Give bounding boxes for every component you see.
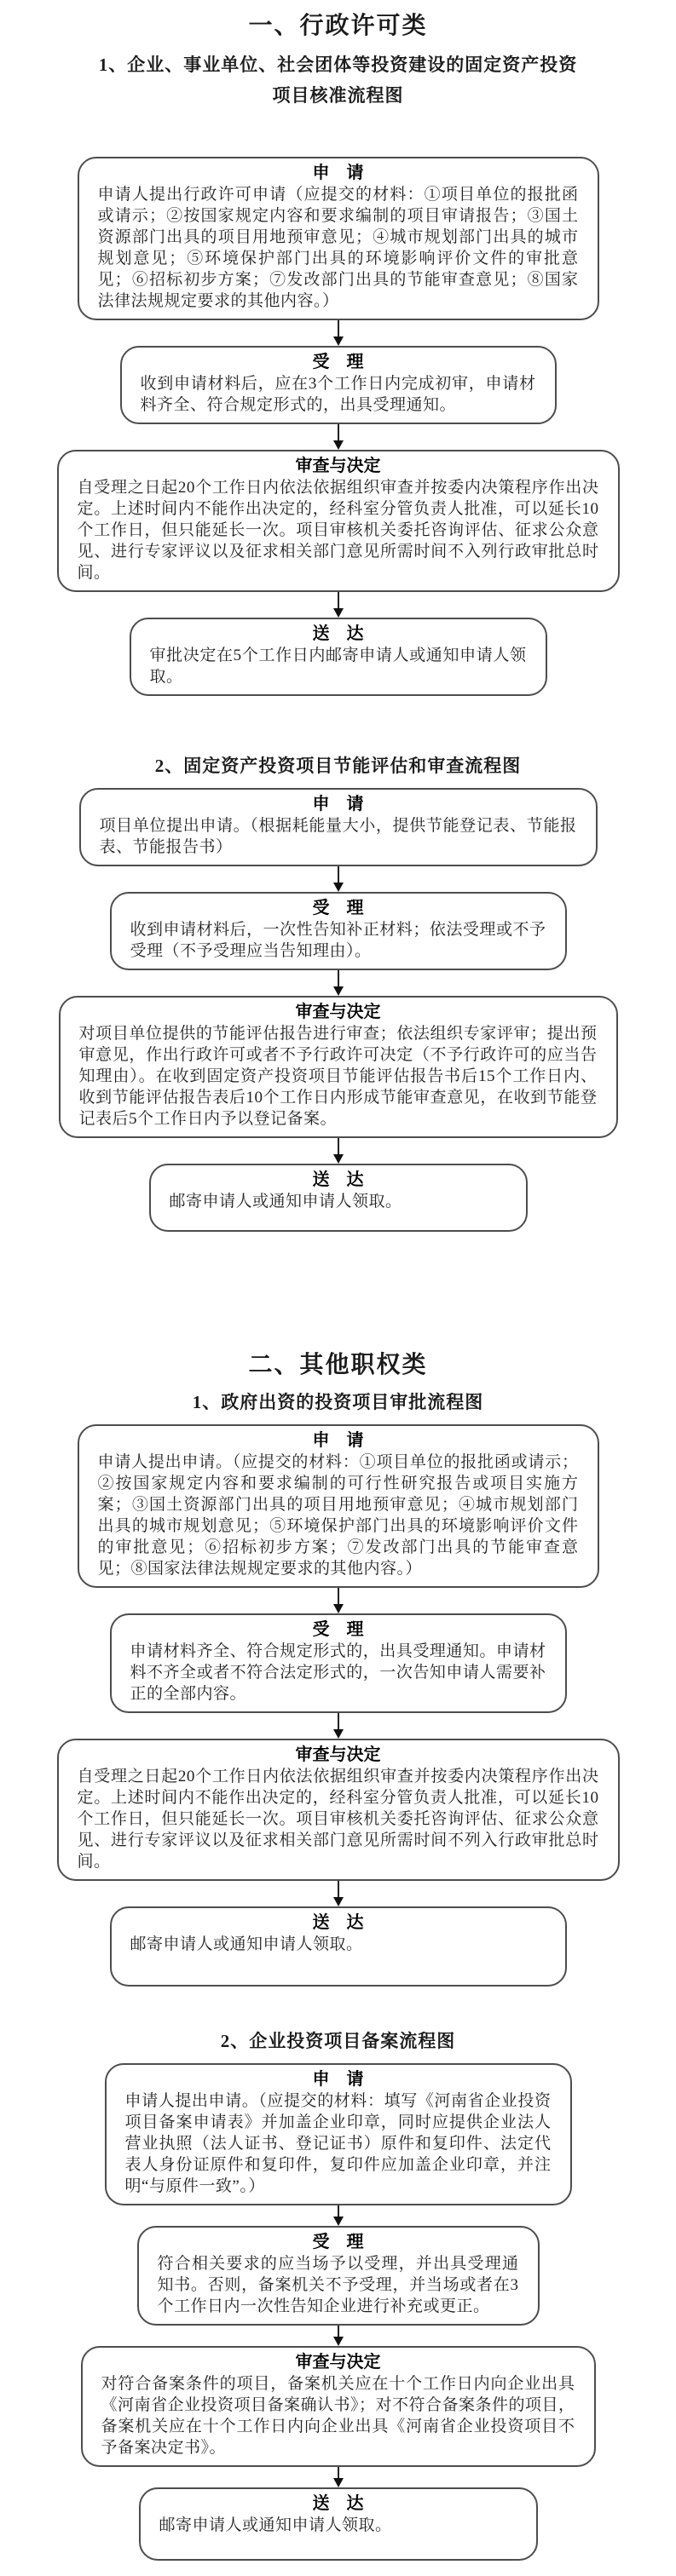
flowchart-1 — [0, 157, 676, 696]
arrow-head — [333, 440, 344, 450]
arrow-head — [333, 1729, 344, 1739]
arrow-head — [333, 2217, 344, 2226]
flow3-review-box — [57, 1739, 620, 1881]
arrow-down-icon — [333, 1881, 344, 1906]
arrow-line — [338, 866, 339, 883]
arrow-head — [333, 2337, 344, 2346]
flow3-accept-box — [110, 1613, 567, 1713]
flow2-deliver-body: 邮寄申请人或通知申请人领取。 — [169, 1193, 402, 1210]
section-2-heading: 二、其他职权类 — [248, 1352, 428, 1378]
arrow-head — [333, 986, 344, 996]
arrow-head — [333, 1604, 344, 1613]
flow4-accept-body: 符合相关要求的应当场予以受理，并出具受理通知书。否则，备案机关不予受理，并当场或者在3个工作日内一次性告知企业进行补充或更正。 — [157, 2255, 519, 2315]
arrow-head — [333, 608, 344, 618]
arrow-line — [338, 1713, 339, 1729]
arrow-line — [338, 1588, 339, 1604]
arrow-down-icon — [333, 866, 344, 892]
flowchart-3 — [0, 1424, 676, 1987]
flow1-apply-box — [78, 157, 599, 320]
flow1-review-box — [57, 450, 620, 592]
flow2-apply-box — [79, 788, 598, 866]
arrow-down-icon — [333, 592, 344, 618]
flow2-accept-title: 受 理 — [312, 899, 364, 917]
flow1-review-body: 自受理之日起20个工作日内依法依据组织审查并按委内决策程序作出决定。上述时间内不能作出决定的，经科室分管负责人批准，可以延长10个工作日，但只能延长一次。项目审核机关委托咨询评估、征求公众意见、进行专家评议以及征求相关部门意见所需时间不入列行政审批总时间。 — [77, 479, 599, 582]
flow2-accept-box — [110, 892, 567, 970]
arrow-line — [338, 592, 339, 608]
flow3-deliver-box — [110, 1906, 567, 1987]
flow4-review-box — [81, 2346, 596, 2467]
section-1-heading: 一、行政许可类 — [248, 13, 428, 39]
flowchart-4 — [0, 2063, 676, 2561]
flow3-deliver-body: 邮寄申请人或通知申请人领取。 — [130, 1935, 363, 1953]
arrow-down-icon — [333, 2467, 344, 2487]
flow4-accept-box — [137, 2226, 540, 2326]
flow4-apply-box — [105, 2063, 572, 2205]
flow2-deliver-title: 送 达 — [312, 1170, 364, 1189]
flow1-deliver-body: 审批决定在5个工作日内邮寄申请人或通知申请人领取。 — [149, 647, 527, 686]
flowchart-2 — [0, 788, 676, 1232]
arrow-down-icon — [333, 1138, 344, 1164]
arrow-down-icon — [333, 2326, 344, 2346]
arrow-head — [333, 883, 344, 892]
arrow-line — [338, 970, 339, 986]
flow3-accept-title: 受 理 — [312, 1620, 364, 1639]
arrow-line — [338, 1881, 339, 1897]
arrow-head — [333, 336, 344, 346]
flow1-deliver-title: 送 达 — [312, 624, 364, 643]
arrow-line — [338, 1138, 339, 1154]
chart-3-subtitle: 1、政府出资的投资项目审批流程图 — [192, 1392, 484, 1412]
arrow-line — [338, 2326, 339, 2337]
flow4-deliver-box — [139, 2487, 538, 2561]
arrow-head — [333, 1154, 344, 1164]
arrow-head — [333, 1897, 344, 1906]
arrow-down-icon — [333, 1713, 344, 1739]
flow1-apply-title: 申 请 — [312, 164, 364, 182]
arrow-down-icon — [333, 424, 344, 450]
flow4-deliver-title: 送 达 — [312, 2494, 364, 2513]
flow1-accept-body: 收到申请材料后，应在3个工作日内完成初审，申请材料齐全、符合规定形式的，出具受理通知。 — [140, 375, 536, 414]
flow3-deliver-title: 送 达 — [312, 1913, 364, 1932]
arrow-line — [338, 320, 339, 336]
flow1-accept-box — [120, 346, 557, 424]
flow4-apply-title: 申 请 — [312, 2070, 364, 2089]
arrow-down-icon — [333, 320, 344, 346]
flow2-deliver-box — [149, 1164, 528, 1232]
flow3-apply-box — [78, 1424, 599, 1588]
arrow-line — [338, 424, 339, 440]
flow3-apply-body: 申请人提出申请。（应提交的材料：①项目单位的报批函或请示；②按国家规定内容和要求编制的可行性研究报告或项目实施方案；③国土资源部门出具的项目用地预审意见；④城市规划部门出具的城市规划意见；⑤环境保护部门出具的环境影响评价文件的审批意见；⑥招标初步方案；⑦发改部门出具的节能审查意见；⑧国家法律法规规定要求的其他内容。） — [97, 1453, 579, 1578]
flow4-review-title: 审查与决定 — [295, 2353, 381, 2372]
arrow-down-icon — [333, 2205, 344, 2226]
flow3-accept-body: 申请材料齐全、符合规定形式的，出具受理通知。申请材料不齐全或者不符合法定形式的，一次告知申请人需要补正的全部内容。 — [130, 1642, 546, 1703]
flow2-apply-title: 申 请 — [312, 795, 364, 814]
flow2-accept-body: 收到申请材料后，一次性告知补正材料；依法受理或不予受理（不予受理应当告知理由）。 — [130, 921, 546, 960]
chart-1-subtitle-line1: 1、企业、事业单位、社会团体等投资建设的固定资产投资 — [98, 55, 578, 75]
arrow-down-icon — [333, 970, 344, 996]
arrow-head — [333, 2478, 344, 2487]
chart-4-subtitle: 2、企业投资项目备案流程图 — [220, 2031, 456, 2051]
arrow-line — [338, 2467, 339, 2478]
flow1-apply-body: 申请人提出行政许可申请（应提交的材料：①项目单位的报批函或请示；②按国家规定内容和要求编制的项目审请报告；③国土资源部门出具的项目用地预审意见；④城市规划部门出具的城市规划意见；⑤环境保护部门出具的环境影响评价文件的审批意见；⑥招标初步方案；⑦发改部门出具的节能审查意见；⑧国家法律法规规定要求的其他内容。） — [97, 186, 579, 310]
arrow-down-icon — [333, 1588, 344, 1613]
flow2-apply-body: 项目单位提出申请。（根据耗能量大小，提供节能登记表、节能报表、节能报告书） — [99, 817, 577, 856]
arrow-line — [338, 2205, 339, 2217]
chart-2-subtitle: 2、固定资产投资项目节能评估和审查流程图 — [154, 756, 522, 776]
flow4-review-body: 对符合备案条件的项目，备案机关应在十个工作日内向企业出具《河南省企业投资项目备案确认书》；对不符合备案条件的项目，备案机关应在十个工作日内向企业出具《河南省企业投资项目不予备案决定书》。 — [101, 2375, 575, 2457]
flow4-apply-body: 申请人提出申请。（应提交的材料：填写《河南省企业投资项目备案申请表》并加盖企业印章，同时应提供企业法人营业执照（法人证书、登记证书）原件和复印件、法定代表人身份证原件和复印件，复印件应加盖企业印章，并注明“与原件一致”。） — [124, 2092, 552, 2195]
flow1-deliver-box — [130, 618, 547, 696]
chart-1-subtitle-line2: 项目核准流程图 — [272, 85, 404, 106]
flow1-review-title: 审查与决定 — [295, 457, 381, 475]
flow2-review-body: 对项目单位提供的节能评估报告进行审查；依法组织专家评审；提出预审意见，作出行政许可或者不予行政许可决定（不予行政许可的应当告知理由）。在收到固定资产投资项目节能评估报告书后15个工作日内、收到节能评估报告表后10个工作日内形成节能审查意见，在收到节能登记表后5个工作日内予以登记备案。 — [78, 1025, 598, 1128]
flow2-review-box — [59, 996, 618, 1138]
flow3-review-title: 审查与决定 — [295, 1745, 381, 1764]
flow3-apply-title: 申 请 — [312, 1431, 364, 1450]
flow1-accept-title: 受 理 — [312, 353, 364, 371]
flow2-review-title: 审查与决定 — [295, 1003, 381, 1021]
flow4-accept-title: 受 理 — [312, 2233, 364, 2251]
flow3-review-body: 自受理之日起20个工作日内依法依据组织审查并按委内决策程序作出决定。上述时间内不能作出决定的，经科室分管负责人批准，可以延长10个工作日，但只能延长一次。项目审核机关委托咨询评估、征求公众意见、进行专家评议以及征求相关部门意见所需时间不列入行政审批总时间。 — [77, 1768, 599, 1871]
flow4-deliver-body: 邮寄申请人或通知申请人领取。 — [159, 2516, 392, 2534]
